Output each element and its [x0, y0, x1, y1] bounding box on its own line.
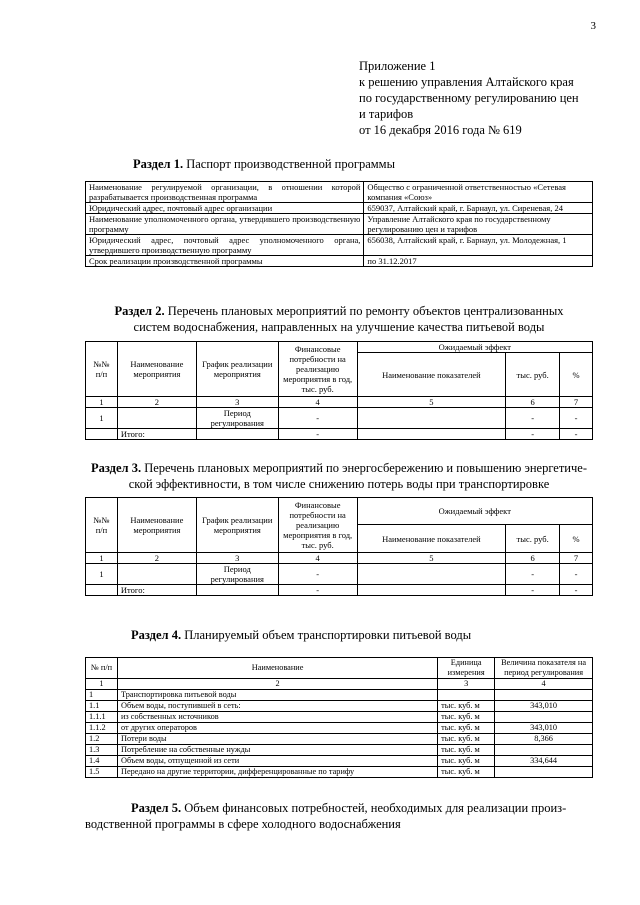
table-cell: Наименование регулируемой организации, в отношении которой разрабатывается производственная программа: [86, 182, 364, 203]
table-row: [86, 182, 593, 203]
table-cell: по 31.12.2017: [364, 256, 593, 267]
column-number: 4: [278, 553, 357, 564]
table-cell: 656038, Алтайский край, г. Барнаул, ул. Молодежная, 1: [364, 235, 593, 256]
table-cell: -: [278, 408, 357, 429]
table-cell: -: [560, 585, 593, 596]
table-row: [86, 564, 593, 585]
header-effect: Ожидаемый эффект: [357, 498, 592, 525]
table-cell: -: [560, 429, 593, 440]
header-num: №№ п/п: [86, 498, 118, 553]
appendix-line: и тарифов: [359, 107, 414, 121]
section-title: систем водоснабжения, направленных на улучшение качества питьевой воды: [133, 320, 545, 334]
table-row: [86, 745, 593, 756]
energy-measures-table: [85, 497, 593, 596]
row-num: 1.3: [86, 745, 118, 756]
row-num: 1.1.2: [86, 723, 118, 734]
table-cell: [86, 429, 118, 440]
table-cell: Наименование уполномоченного органа, утвердившего производственную программу: [86, 214, 364, 235]
table-row: [86, 690, 593, 701]
row-unit: тыс. куб. м: [438, 745, 495, 756]
table-cell: Срок реализации производственной программы: [86, 256, 364, 267]
header-value: Величина показателя на период регулирования: [495, 658, 593, 679]
column-number: 4: [495, 679, 593, 690]
row-value: [495, 690, 593, 701]
header-num: № п/п: [86, 658, 118, 679]
row-name: от других операторов: [117, 723, 437, 734]
table-cell: Управление Алтайского края по государственному регулированию цен и тарифов: [364, 214, 593, 235]
table-cell: Период регулирования: [196, 408, 278, 429]
header-thousand: тыс. руб.: [506, 353, 560, 397]
table-row: [86, 235, 593, 256]
table-cell: [86, 585, 118, 596]
row-name: Объем воды, отпущенной из сети: [117, 756, 437, 767]
column-number: 6: [506, 397, 560, 408]
appendix-block: [359, 58, 579, 138]
table-cell: [196, 429, 278, 440]
section1-heading: [133, 156, 395, 172]
table-row: [86, 408, 593, 429]
table-cell: -: [560, 408, 593, 429]
table-cell: -: [506, 564, 560, 585]
table-row: [86, 767, 593, 778]
table-header-row: [86, 342, 593, 353]
table-cell: 1: [86, 408, 118, 429]
column-number: 7: [560, 397, 593, 408]
table-cell: [117, 564, 196, 585]
table-row: [86, 585, 593, 596]
row-num: 1.5: [86, 767, 118, 778]
column-number: 5: [357, 397, 506, 408]
row-num: 1.1: [86, 701, 118, 712]
row-num: 1.2: [86, 734, 118, 745]
section-label: Раздел 4.: [131, 628, 182, 642]
table-cell: -: [278, 429, 357, 440]
row-name: Потери воды: [117, 734, 437, 745]
appendix-line: по государственному регулированию цен: [359, 91, 579, 105]
row-unit: тыс. куб. м: [438, 723, 495, 734]
table-cell: -: [506, 429, 560, 440]
table-cell: [357, 564, 506, 585]
row-name: Транспортировка питьевой воды: [117, 690, 437, 701]
table-cell: Общество с ограниченной ответственностью «Сетевая компания «Союз»: [364, 182, 593, 203]
header-effect: Ожидаемый эффект: [357, 342, 592, 353]
table-header-row: [86, 658, 593, 679]
appendix-line: Приложение 1: [359, 59, 436, 73]
header-indicator: Наименование показателей: [357, 525, 506, 553]
column-number: 5: [357, 553, 506, 564]
header-unit: Единица измерения: [438, 658, 495, 679]
appendix-line: к решению управления Алтайского края: [359, 75, 574, 89]
section-title: Перечень плановых мероприятий по ремонту объектов централизованных: [167, 304, 564, 318]
appendix-line: от 16 декабря 2016 года № 619: [359, 123, 522, 137]
row-unit: тыс. куб. м: [438, 712, 495, 723]
table-cell: -: [506, 408, 560, 429]
section-label: Раздел 2.: [114, 304, 165, 318]
header-name: Наименование мероприятия: [117, 342, 196, 397]
table-cell: -: [278, 585, 357, 596]
column-numbers-row: [86, 679, 593, 690]
header-finance: Финансовые потребности на реализацию мероприятия в год, тыс. руб.: [278, 342, 357, 397]
section5-heading: [85, 800, 593, 832]
transport-volume-table: [85, 657, 593, 778]
column-numbers-row: [86, 553, 593, 564]
column-number: 1: [86, 553, 118, 564]
header-finance: Финансовые потребности на реализацию мероприятия в год, тыс. руб.: [278, 498, 357, 553]
row-name: Потребление на собственные нужды: [117, 745, 437, 756]
row-value: 8,366: [495, 734, 593, 745]
table-cell: Юридический адрес, почтовый адрес организации: [86, 203, 364, 214]
table-row: [86, 756, 593, 767]
section-title: Планируемый объем транспортировки питьевой воды: [184, 628, 472, 642]
table-cell: 1: [86, 564, 118, 585]
column-number: 7: [560, 553, 593, 564]
section2-heading: [85, 303, 593, 335]
table-cell: Юридический адрес, почтовый адрес уполномоченного органа, утвердившего производственную программу: [86, 235, 364, 256]
table-cell: -: [278, 564, 357, 585]
row-name: Объем воды, поступившей в сеть:: [117, 701, 437, 712]
row-name: из собственных источников: [117, 712, 437, 723]
row-num: 1.4: [86, 756, 118, 767]
table-cell: -: [560, 564, 593, 585]
column-number: 2: [117, 397, 196, 408]
total-label: Итого:: [117, 429, 196, 440]
header-percent: %: [560, 353, 593, 397]
table-row: [86, 256, 593, 267]
table-row: [86, 203, 593, 214]
header-num: №№ п/п: [86, 342, 118, 397]
section-title: Объем финансовых потребностей, необходимых для реализации произ-: [184, 801, 567, 815]
column-number: 6: [506, 553, 560, 564]
table-cell: -: [506, 585, 560, 596]
row-unit: [438, 690, 495, 701]
table-row: [86, 734, 593, 745]
passport-table: [85, 181, 593, 267]
table-row: [86, 701, 593, 712]
header-thousand: тыс. руб.: [506, 525, 560, 553]
repair-measures-table: [85, 341, 593, 440]
column-number: 3: [196, 553, 278, 564]
column-number: 1: [86, 397, 118, 408]
table-row: [86, 723, 593, 734]
row-value: 343,010: [495, 723, 593, 734]
column-numbers-row: [86, 397, 593, 408]
column-number: 3: [438, 679, 495, 690]
table-cell: [357, 408, 506, 429]
table-header-row: [86, 498, 593, 525]
row-value: [495, 767, 593, 778]
header-percent: %: [560, 525, 593, 553]
section-label: Раздел 5.: [131, 801, 182, 815]
row-value: [495, 745, 593, 756]
row-unit: тыс. куб. м: [438, 767, 495, 778]
table-row: [86, 429, 593, 440]
table-cell: [117, 408, 196, 429]
row-value: 334,644: [495, 756, 593, 767]
table-cell: [196, 585, 278, 596]
header-name: Наименование мероприятия: [117, 498, 196, 553]
section-label: Раздел 3.: [91, 461, 142, 475]
row-value: 343,010: [495, 701, 593, 712]
total-label: Итого:: [117, 585, 196, 596]
table-cell: [357, 429, 506, 440]
header-indicator: Наименование показателей: [357, 353, 506, 397]
table-cell: [357, 585, 506, 596]
section-label: Раздел 1.: [133, 157, 184, 171]
row-unit: тыс. куб. м: [438, 734, 495, 745]
row-unit: тыс. куб. м: [438, 756, 495, 767]
table-row: [86, 214, 593, 235]
row-unit: тыс. куб. м: [438, 701, 495, 712]
header-schedule: График реализации мероприятия: [196, 342, 278, 397]
section-title: Перечень плановых мероприятий по энергосбережению и повышению энергетиче-: [144, 461, 587, 475]
section-title: водственной программы в сфере холодного водоснабжения: [85, 817, 401, 831]
table-row: [86, 712, 593, 723]
column-number: 3: [196, 397, 278, 408]
column-number: 2: [117, 679, 437, 690]
header-name: Наименование: [117, 658, 437, 679]
row-num: 1: [86, 690, 118, 701]
column-number: 2: [117, 553, 196, 564]
row-name: Передано на другие территории, дифференцированные по тарифу: [117, 767, 437, 778]
column-number: 1: [86, 679, 118, 690]
row-value: [495, 712, 593, 723]
section4-heading: [131, 627, 471, 643]
section-title: ской эффективности, в том числе снижению потерь воды при транспортировке: [128, 477, 550, 491]
section3-heading: [85, 460, 593, 492]
header-schedule: График реализации мероприятия: [196, 498, 278, 553]
section-title: Паспорт производственной программы: [186, 157, 395, 171]
table-cell: Период регулирования: [196, 564, 278, 585]
table-cell: 659037, Алтайский край, г. Барнаул, ул. Сиреневая, 24: [364, 203, 593, 214]
column-number: 4: [278, 397, 357, 408]
page-number: 3: [590, 20, 596, 32]
row-num: 1.1.1: [86, 712, 118, 723]
